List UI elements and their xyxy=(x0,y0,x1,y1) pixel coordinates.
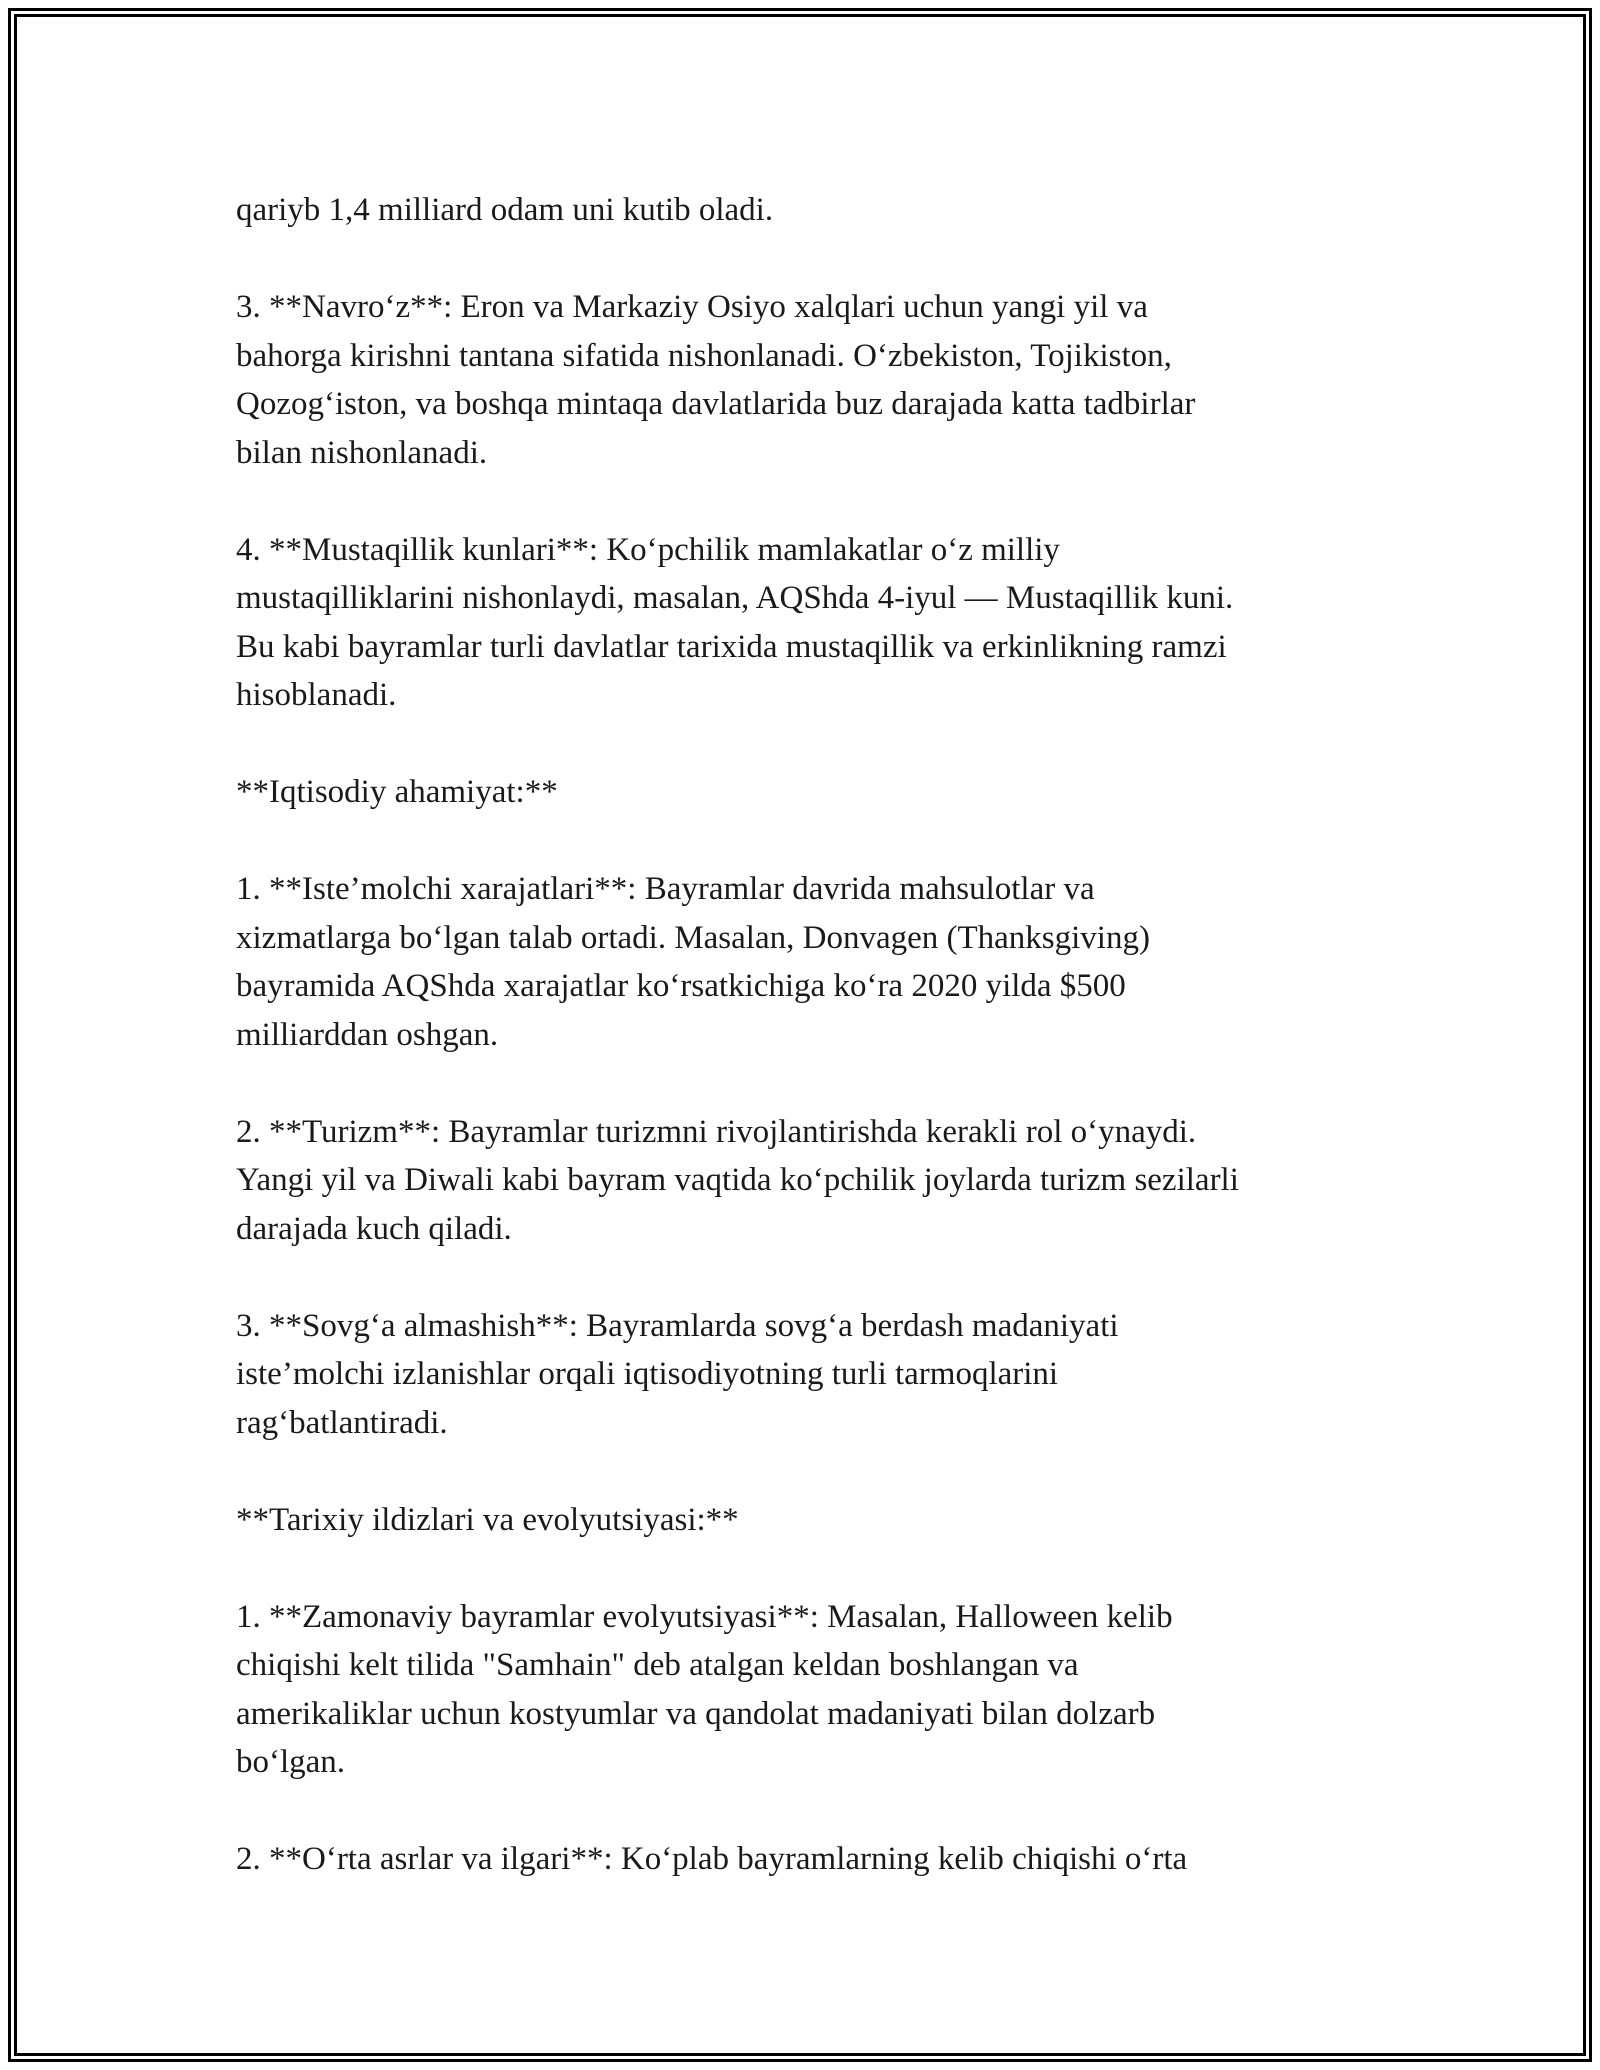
paragraph-middle-ages: 2. **O‘rta asrlar va ilgari**: Ko‘plab bayramlarning kelib chiqishi o‘rta xyxy=(236,1841,1188,1877)
paragraph-navroz: 3. **Navro‘z**: Eron va Markaziy Osiyo xalqlari uchun yangi yil va bahorga kirishni tantana sifatida nishonlanadi. O‘zbekiston, Tojikiston, Qozog‘iston, va boshqa mintaqa davlatlarida buz darajada katta tadbirlar bilan nishonlanadi. xyxy=(236,289,1196,471)
paragraph-gift-exchange: 3. **Sovg‘a almashish**: Bayramlarda sovg‘a berdash madaniyati iste’molchi izlanishlar orqali iqtisodiyotning turli tarmoqlarini rag‘batlantiradi. xyxy=(236,1307,1119,1441)
paragraph-modern-evolution: 1. **Zamonaviy bayramlar evolyutsiyasi**: Masalan, Halloween kelib chiqishi kelt tilida "Samhain" deb atalgan keldan boshlangan va amerikaliklar uchun kostyumlar va qandolat madaniyati bilan dolzarb bo‘lgan. xyxy=(236,1598,1173,1780)
section-heading-economic: **Iqtisodiy ahamiyat:** xyxy=(236,774,558,810)
paragraph-consumer-spending: 1. **Iste’molchi xarajatlari**: Bayramlar davrida mahsulotlar va xizmatlarga bo‘lgan talab ortadi. Masalan, Donvagen (Thanksgiving) bayramida AQShda xarajatlar ko‘rsatkichiga ko‘ra 2020 yilda $500 milliarddan oshgan. xyxy=(236,871,1150,1053)
paragraph-tourism: 2. **Turizm**: Bayramlar turizmni rivojlantirishda kerakli rol o‘ynaydi. Yangi yil va Diwali kabi bayram vaqtida ko‘pchilik joylarda turizm sezilarli darajada kuch qiladi. xyxy=(236,1113,1239,1247)
paragraph-intro-continuation: qariyb 1,4 milliard odam uni kutib oladi. xyxy=(236,192,774,228)
document-body xyxy=(236,186,1366,1884)
paragraph-independence-days: 4. **Mustaqillik kunlari**: Ko‘pchilik mamlakatlar o‘z milliy mustaqilliklarini nishonlaydi, masalan, AQShda 4-iyul — Mustaqillik kuni. Bu kabi bayramlar turli davlatlar tarixida mustaqillik va erkinlikning ramzi hisoblanadi. xyxy=(236,531,1234,713)
section-heading-history: **Tarixiy ildizlari va evolyutsiyasi:** xyxy=(236,1501,739,1538)
